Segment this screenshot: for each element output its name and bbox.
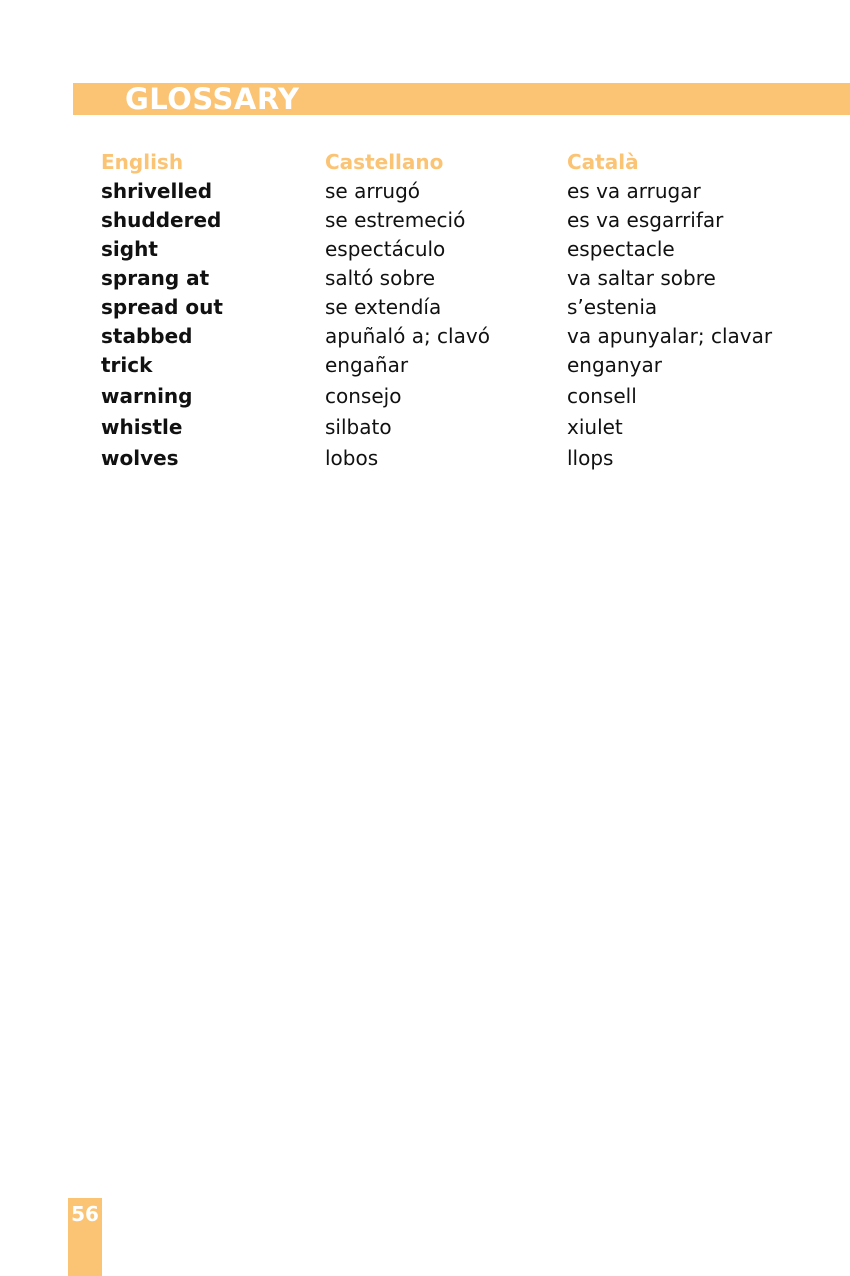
glossary-row <box>101 264 801 293</box>
glossary-row <box>101 413 801 444</box>
column-header-catala: Català <box>567 150 639 174</box>
term-english: whistle <box>101 415 183 439</box>
term-english: warning <box>101 384 193 408</box>
glossary-row <box>101 206 801 235</box>
term-catala: xiulet <box>567 415 623 439</box>
term-english: stabbed <box>101 324 193 348</box>
term-catala: va saltar sobre <box>567 266 716 290</box>
term-english: sprang at <box>101 266 210 290</box>
glossary-row <box>101 322 801 351</box>
term-castellano: lobos <box>325 446 379 470</box>
term-english: shuddered <box>101 208 222 232</box>
column-header-castellano: Castellano <box>325 150 444 174</box>
page-number-tab <box>68 1198 102 1276</box>
glossary-row <box>101 444 801 475</box>
term-english: trick <box>101 353 153 377</box>
term-castellano: consejo <box>325 384 402 408</box>
glossary-header-row <box>101 148 801 177</box>
term-catala: espectacle <box>567 237 675 261</box>
term-castellano: engañar <box>325 353 409 377</box>
page-title: GLOSSARY <box>125 82 300 116</box>
glossary-row <box>101 382 801 413</box>
page-number: 56 <box>71 1202 99 1226</box>
term-catala: llops <box>567 446 614 470</box>
term-catala: enganyar <box>567 353 662 377</box>
term-castellano: espectáculo <box>325 237 446 261</box>
term-catala: consell <box>567 384 637 408</box>
glossary-row <box>101 235 801 264</box>
term-catala: va apunyalar; clavar <box>567 324 773 348</box>
term-english: sight <box>101 237 158 261</box>
term-catala: s’estenia <box>567 295 658 319</box>
term-catala: es va esgarrifar <box>567 208 724 232</box>
term-catala: es va arrugar <box>567 179 701 203</box>
term-castellano: se arrugó <box>325 179 421 203</box>
column-header-english: English <box>101 150 184 174</box>
term-castellano: se extendía <box>325 295 442 319</box>
term-castellano: saltó sobre <box>325 266 436 290</box>
glossary-table <box>101 148 801 475</box>
term-english: spread out <box>101 295 223 319</box>
glossary-row <box>101 351 801 382</box>
term-castellano: silbato <box>325 415 392 439</box>
term-english: shrivelled <box>101 179 213 203</box>
term-english: wolves <box>101 446 179 470</box>
glossary-title-bar <box>73 83 850 115</box>
term-castellano: se estremeció <box>325 208 466 232</box>
glossary-row <box>101 293 801 322</box>
glossary-row <box>101 177 801 206</box>
term-castellano: apuñaló a; clavó <box>325 324 490 348</box>
